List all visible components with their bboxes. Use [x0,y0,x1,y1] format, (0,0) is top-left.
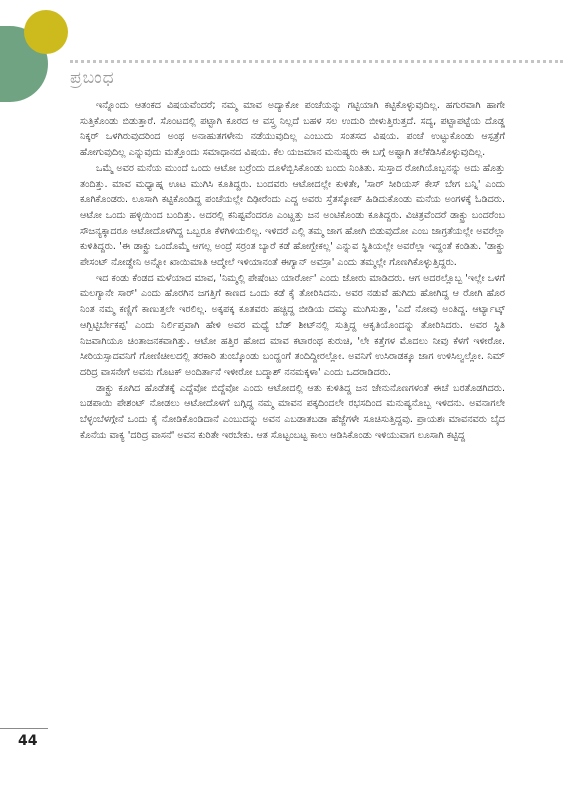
paragraph-2: ಒಮ್ಮೆ ಅವರ ಮನೆಯ ಮುಂದೆ ಒಂದು ಆಟೋ ಬರ್ರೆಂದು ದೂಳೆಬ್ಬಿಸಿಕೊಂಡು ಬಂದು ನಿಂತಿತು. ಸುಸ್ತಾದ ರೋಗಿಯೊಬ್ಬನನ್ನು ಅದು ಹೊತ್ತು ತಂದಿತ್ತು. ಮಾವ ಮಧ್ಯಾಹ್ನ ಊಟ ಮುಗಿಸಿ ಕೂತಿದ್ದರು. ಬಂದವರು ಆಟೋದಲ್ಲೇ ಕುಳಿತೇ, 'ಸಾರ್ ಸೀರಿಯಸ್ ಕೇಸ್ ಬೇಗ ಬನ್ನಿ' ಎಂದು ಕೂಗಿಕೊಂಡರು. ಲೂಸಾಗಿ ಕಟ್ಟಿಕೊಂಡಿದ್ದ ಪಂಚೆಯಲ್ಲೇ ದಿಢೀರೆಂದು ಎದ್ದ ಅವರು ಸ್ತೆತಸ್ಕೋಪ್ ಹಿಡಿದುಕೊಂಡು ಮನೆಯ ಅಂಗಳಕ್ಕೆ ಓಡಿದರು. ಆಟೋ ಒಂದು ಹಳ್ಳಿಯಿಂದ ಬಂದಿತ್ತು. ಅದರಲ್ಲಿ ಕನಿಷ್ಟವೆಂದರೂ ಎಂಟ್ಹತ್ತು ಜನ ಅಂಟಿಕೊಂಡು ಕೂತಿದ್ದರು. ವಿಚಿತ್ರವೆಂದರೆ ಡಾಕ್ಟ್ರು ಬಂದರೆಂಬ ಸೌಜನ್ಯಕ್ಕಾದರೂ ಆಟೋದೊಳಗಿದ್ದ ಒಬ್ಬರೂ ಕೆಳಗಿಳಿಯಲಿಲ್ಲ. ಇಳಿದರೆ ಎಲ್ಲಿ ತಮ್ಮ ಜಾಗ ಹೋಗಿ ಬಿಡುವುದೋ ಎಂಬ ಜಾಗ್ರತೆಯಲ್ಲೇ ಅವರೆಲ್ಲಾ ಕುಳಿತಿದ್ದರು. 'ಈ ಡಾಕ್ಟ್ರು ಒಂದೊಮ್ಮೆ ಆಗಲ್ಲ ಅಂದ್ರೆ ಸರ್ರಂತ ಬ್ಯಾರೆ ಕಡೆ ಹೋಗ್ಬೇಕಲ್ಲ' ಎನ್ನುವ ಸ್ಥಿತಿಯಲ್ಲೇ ಅವರೆಲ್ಲಾ ಇದ್ದಂತೆ ಕಂಡಿತು. 'ಡಾಕ್ಟ್ರು ಪೇಸಂಟ್ ನೋಡ್ದೇನಿ ಅನ್ನೋ ಖಾಯಿಮಾತಿ ಆದ್ಮೇಲೆ ಇಳಿಯಾನಂತೆ ಈಗ್ಯಾನ್ ಅವಸ್ರಾ' ಎಂದು ತಮ್ಮಲ್ಲೇ ಗೊಣಗಿಕೊಳ್ಳುತ್ತಿದ್ದರು. [80,162,505,269]
decorative-yellow-circle [24,10,68,54]
page-number-rule [0,728,48,729]
paragraph-4: ಡಾಕ್ಟ್ರು ಕೂಗಿದ ಹೊಡೆತಕ್ಕೆ ಎದ್ದೆವೋ ಬಿದ್ದೆವೋ ಎಂದು ಆಟೋದಲ್ಲಿ ಆತು ಕುಳಿತಿದ್ದ ಜನ ಜೇನುನೊಣಗಳಂತೆ ಈಚೆ ಬರತೊಡಗಿದರು. ಬಡಪಾಯಿ ಪೇಶಂಟ್ ನೋಡಲು ಆಟೋದೊಳಗೆ ಬಗ್ಗಿದ್ದ ನಮ್ಮ ಮಾವನ ಪಕ್ಕದಿಂದಲೇ ರಭಸದಿಂದ ಮನುಷ್ಯನೊಬ್ಬ ಇಳಿದನು. ಅವನಾಗಲೇ ಬೆಳ್ಳಂಬೆಳಗ್ಗೇನೆ ಒಂದು ಕೈ ನೋಡಿಕೊಂಡಿದಾನೆ ಎಂಬುದನ್ನು ಅವನ ಎಬಡಾತಬಡಾ ಹೆಜ್ಜೆಗಳೇ ಸೂಚಿಸುತ್ತಿದ್ದವು. ಪ್ರಾಯಶಃ ಮಾವನವರು ಬೈದ ಕೊನೆಯ ವಾಕ್ಯ 'ದರಿದ್ರ ವಾಸನೆ' ಅವನ ಕುರಿತೇ ಇರಬೇಕು. ಆತ ಸೊಟ್ಟಂಬಟ್ಟ ಕಾಲು ಆಡಿಸಿಕೊಂಡು ಇಳಿಯುವಾಗ ಲೂಸಾಗಿ ಕಟ್ಟಿದ್ದ [80,382,505,441]
page-number: 44 [18,733,38,749]
paragraph-3: ಇದ ಕಂಡು ಕೆಂಡದ ಮಳೆಯಾದ ಮಾವ, 'ನಿಮ್ಮಲ್ಲಿ ಪೇಷೆಂಟು ಯಾರ್ರೋ' ಎಂದು ಜೋರು ಮಾಡಿದರು. ಆಗ ಅದರಲ್ಲೊಬ್ಬ 'ಇಲ್ಲೇ ಒಳಗೆ ಮಲಗ್ಯಾನೇ ಸಾರ್' ಎಂದು ಹೊರಗಿನ ಜಗತ್ತಿಗೆ ಕಾಣದ ಒಂದು ಕಡೆ ಕೈ ತೋರಿಸಿದನು. ಅವರ ನಡುವೆ ಹುಗಿದು ಹೋಗಿದ್ದ ಆ ರೋಗಿ ಹೊರ ನಿಂತ ನಮ್ಮ ಕಣ್ಣಿಗೆ ಕಾಣುತ್ತಲೇ ಇರಲಿಲ್ಲ. ಅಕ್ಕಪಕ್ಕ ಕೂತವರು ಹಚ್ಚಿದ್ದ ಬೀಡಿಯ ದಮ್ಮು ಮುಗಿಸುತ್ತಾ, 'ಎದೆ ನೋವು ಅಂತಿದ್ದ. ಆರ್ಟ್ಯಾಟ್ಕ್ ಆಗ್ಬಿಟ್ಟಿರ್ಬೇಕಪ್ಪ' ಎಂದು ನಿರ್ಲಿಪ್ತವಾಗಿ ಹೇಳಿ ಅವರ ಮಧ್ಯೆ ಬೆಡ್ ಶೀಟ್‌ನಲ್ಲಿ ಸುತ್ತಿದ್ದ ಆಕೃತಿಯೊಂದನ್ನು ತೋರಿಸಿದರು. ಅವರ ಸ್ಥಿತಿ ನಿಜವಾಗಿಯೂ ಚಿಂತಾಜನಕವಾಗಿತ್ತು. ಆಟೋ ಹತ್ತಿರ ಹೋದ ಮಾವ ಕಟಾರಂಥ ಕುರುಚಿ, 'ಲೇ ಕತ್ತೆಗಳ ಮೊದಲು ನೀವು ಕೆಳಗೆ ಇಳೀರೋ. ಸೀರಿಯಸ್ಸಾದವನಿಗೆ ಗೋಣಿಚೀಲದಲ್ಲಿ ತರಕಾರಿ ತುಂಬ್ಕೊಂಡು ಬಂದ್ಹಂಗೆ ತಂದಿದ್ದೀರಲ್ಲೋ. ಅವನಿಗೆ ಉಸಿರಾಡಕ್ಕೂ ಜಾಗ ಉಳಿಸಿಲ್ವಲ್ಲೋ. ನಿಮ್ ದರಿದ್ರ ವಾಸನೇಗೆ ಅವನು ಗೊಟಕ್ ಅಂದಿರ್ತಾನೆ ಇಳೀರೋ ಬದ್ಮಾಶ್ ನನಮಕ್ಕಳಾ' ಎಂದು ಒದರಾಡಿದರು. [80,272,505,378]
section-title: ಪ್ರಬಂಧ [70,68,115,88]
paragraph-1: ಇನ್ನೊಂದು ಆತಂಕದ ವಿಷಯವೆಂದರೆ; ನಮ್ಮ ಮಾವ ಅದ್ಯಾಕೋ ಪಂಚೆಯನ್ನು ಗಟ್ಟಿಯಾಗಿ ಕಟ್ಟಿಕೊಳ್ಳುವುದಿಲ್ಲ. ಹಗುರವಾಗಿ ಹಾಗೇ ಸುತ್ತಿಕೊಂಡು ಬಿಡುತ್ತಾರೆ. ಸೊಂಟದಲ್ಲಿ ಪಟ್ಟಾಗಿ ಕೂರದ ಆ ವಸ್ತ್ರ ನಿಲ್ಲದೆ ಬಹಳ ಸಲ ಉದುರಿ ಬೀಳುತ್ತಿರುತ್ತದೆ. ಸದ್ಯ, ಪಟ್ಟಾಪಟ್ಟೆಯ ದೊಡ್ಡ ನಿಕ್ಕರ್ ಒಳಗಿರುವುದರಿಂದ ಅಂಥ ಅನಾಹುತಗಳೇನು ನಡೆಯುವುದಿಲ್ಲ ಎಂಬುದು ಸಂತಸದ ವಿಷಯ. ಪಂಚೆ ಉಟ್ಟುಕೊಂಡು ಆಸ್ಪತ್ರೆಗೆ ಹೋಗುವುದಿಲ್ಲ ಎನ್ನುವುದು ಮತ್ತೊಂದು ಸಮಾಧಾನದ ವಿಷಯ. ಕೆಲ ಯಜಮಾನ ಮನುಷ್ಯರು ಈ ಬಗ್ಗೆ ಅಷ್ಟಾಗಿ ತಲೆಕೆಡಿಸಿಕೊಳ್ಳುವುದಿಲ್ಲ. [80,100,505,159]
dotted-header-rule [70,60,563,63]
article-body [80,98,505,443]
